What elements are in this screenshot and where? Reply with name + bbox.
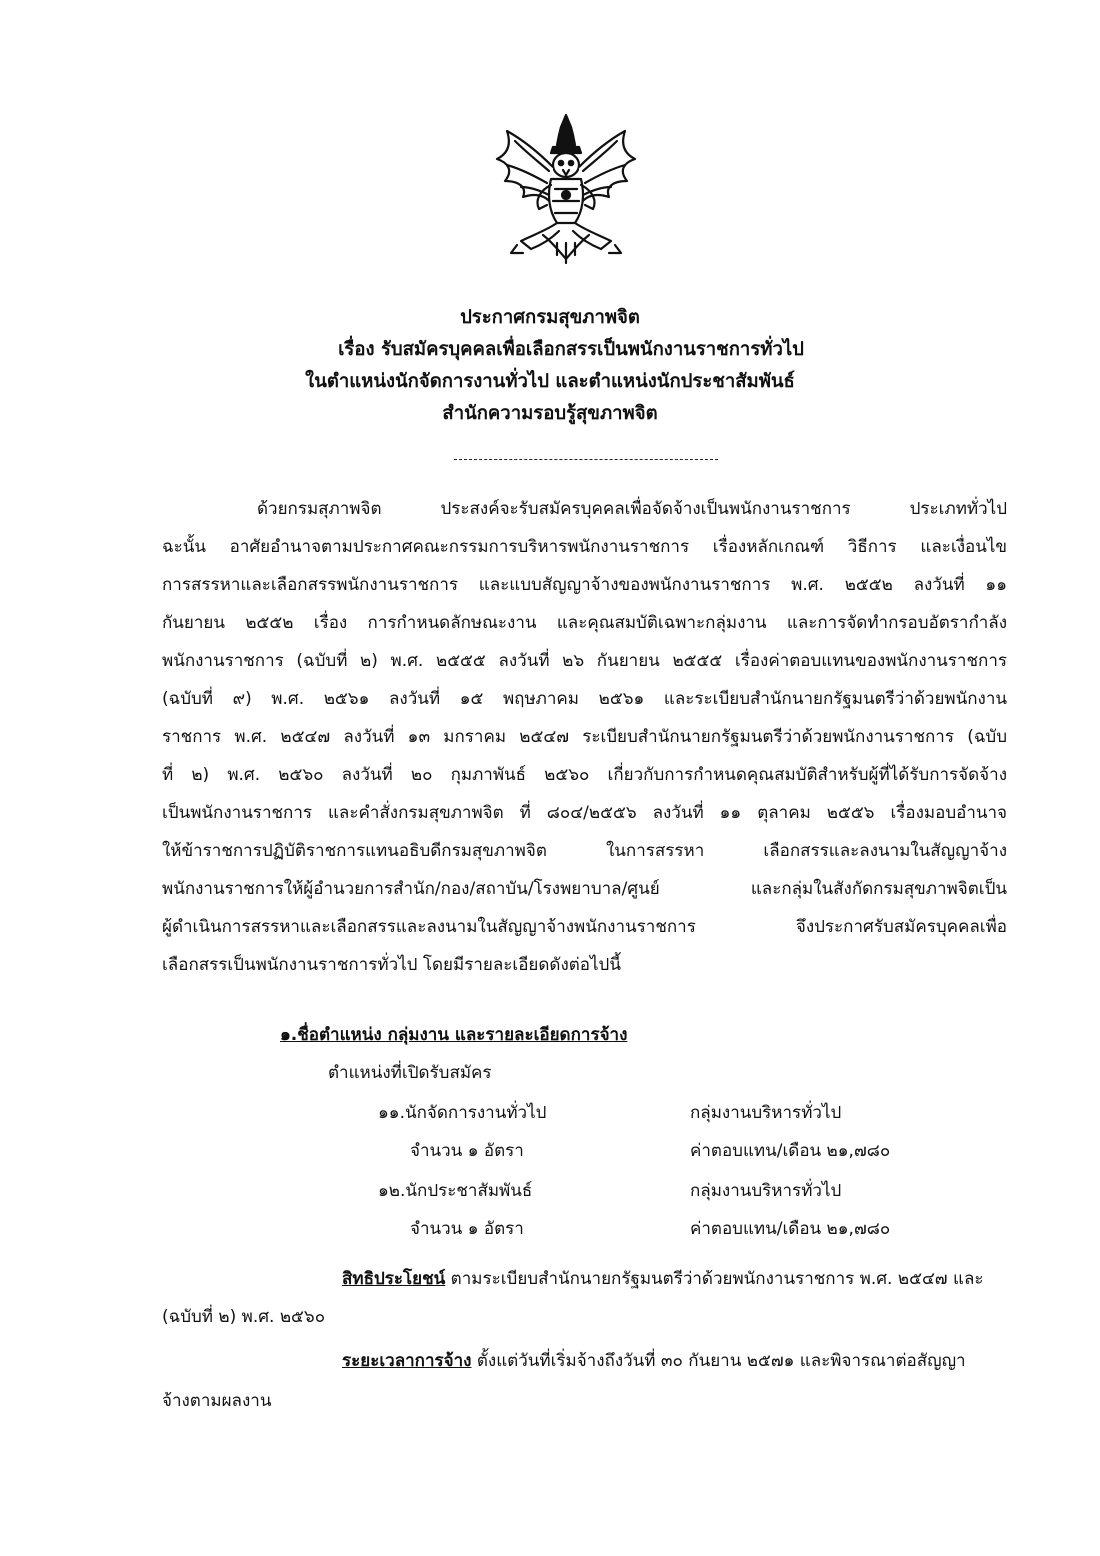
paragraph-line: ที่ ๒) พ.ศ. ๒๕๖๐ ลงวันที่ ๒๐ กุมภาพันธ์ ๒๕๖๐ เกี่ยวกับการกำหนดคุณสมบัติสำหรับผู้ที่ได้รับการจัดจ้าง xyxy=(162,765,1007,785)
duration-label: ระยะเวลาการจ้าง xyxy=(342,1351,472,1371)
paragraph-line: เป็นพนักงานราชการ และคำสั่งกรมสุขภาพจิต ที่ ๘๐๔/๒๕๕๖ ลงวันที่ ๑๑ ตุลาคม ๒๕๕๖ เรื่องมอบอำนาจ xyxy=(162,803,1007,823)
title-line: เรื่อง รับสมัครบุคคลเพื่อเลือกสรรเป็นพนักงานราชการทั่วไป xyxy=(338,339,804,360)
title-line: สำนักความรอบรู้สุขภาพจิต xyxy=(442,403,658,424)
paragraph-line: ฉะนั้น อาศัยอำนาจตามประกาศคณะกรรมการบริหารพนักงานราชการ เรื่องหลักเกณฑ์ วิธีการ และเงื่อนไข xyxy=(162,537,1007,557)
paragraph-line: พนักงานราชการ (ฉบับที่ ๒) พ.ศ. ๒๕๕๕ ลงวันที่ ๒๖ กันยายน ๒๕๕๕ เรื่องค่าตอบแทนของพนักงานราชการ xyxy=(162,651,1007,671)
paragraph-line: พนักงานราชการให้ผู้อำนวยการสำนัก/กอง/สถาบัน/โรงพยาบาล/ศูนย์ และกลุ่มในสังกัดกรมสุขภาพจิตเป็น xyxy=(162,879,1007,899)
section-heading: ๑.ชื่อตำแหน่ง กลุ่มงาน และรายละเอียดการจ้าง xyxy=(280,1025,628,1045)
title-line: ประกาศกรมสุขภาพจิต xyxy=(460,307,640,328)
paragraph-line: ให้ข้าราชการปฏิบัติราชการแทนอธิบดีกรมสุขภาพจิต ในการสรรหา เลือกสรรและลงนามในสัญญาจ้าง xyxy=(162,841,1007,861)
duration-text-cont: จ้างตามผลงาน xyxy=(162,1391,272,1411)
benefits-text-cont: (ฉบับที่ ๒) พ.ศ. ๒๕๖๐ xyxy=(162,1307,326,1327)
benefits-text: ตามระเบียบสำนักนายกรัฐมนตรีว่าด้วยพนักงานราชการ พ.ศ. ๒๕๔๗ และ xyxy=(445,1269,984,1289)
duration-line xyxy=(342,1350,966,1372)
benefits-line xyxy=(342,1268,984,1290)
position-pay: ค่าตอบแทน/เดือน ๒๑,๗๘๐ xyxy=(690,1141,891,1161)
position-name: ๑๒.นักประชาสัมพันธ์ xyxy=(378,1181,533,1201)
garuda-emblem-icon xyxy=(487,113,645,268)
position-group: กลุ่มงานบริหารทั่วไป xyxy=(690,1103,842,1123)
position-count: จำนวน ๑ อัตรา xyxy=(410,1141,524,1161)
paragraph-line: ด้วยกรมสุภาพจิต ประสงค์จะรับสมัครบุคคลเพื่อจัดจ้างเป็นพนักงานราชการ ประเภททั่วไป xyxy=(257,499,1007,519)
paragraph-line: (ฉบับที่ ๙) พ.ศ. ๒๕๖๑ ลงวันที่ ๑๕ พฤษภาคม ๒๕๖๑ และระเบียบสำนักนายกรัฐมนตรีว่าด้วยพนักงาน xyxy=(162,689,1007,709)
paragraph-line: ราชการ พ.ศ. ๒๕๔๗ ลงวันที่ ๑๓ มกราคม ๒๕๔๗ ระเบียบสำนักนายกรัฐมนตรีว่าด้วยพนักงานราชการ (ฉบับ xyxy=(162,727,1007,747)
section-subheading: ตำแหน่งที่เปิดรับสมัคร xyxy=(328,1063,492,1083)
title-line: ในตำแหน่งนักจัดการงานทั่วไป และตำแหน่งนักประชาสัมพันธ์ xyxy=(305,371,795,392)
paragraph-line: การสรรหาและเลือกสรรพนักงานราชการ และแบบสัญญาจ้างของพนักงานราชการ พ.ศ. ๒๕๕๒ ลงวันที่ ๑๑ xyxy=(162,575,1007,595)
benefits-label: สิทธิประโยชน์ xyxy=(342,1269,446,1289)
duration-text: ตั้งแต่วันที่เริ่มจ้างถึงวันที่ ๓๐ กันยาน ๒๕๗๑ และพิจารณาต่อสัญญา xyxy=(471,1351,966,1371)
position-count: จำนวน ๑ อัตรา xyxy=(410,1219,524,1239)
dashed-divider xyxy=(454,459,718,460)
position-group: กลุ่มงานบริหารทั่วไป xyxy=(690,1181,842,1201)
paragraph-line: ผู้ดำเนินการสรรหาและเลือกสรรและลงนามในสัญญาจ้างพนักงานราชการ จึงประกาศรับสมัครบุคคลเพื่อ xyxy=(162,917,1007,937)
announcement-title xyxy=(0,302,1100,430)
position-name: ๑๑.นักจัดการงานทั่วไป xyxy=(378,1103,547,1123)
paragraph-line: กันยายน ๒๕๕๒ เรื่อง การกำหนดลักษณะงาน และคุณสมบัติเฉพาะกลุ่มงาน และการจัดทำกรอบอัตรากำลัง xyxy=(162,613,1007,633)
paragraph-line: เลือกสรรเป็นพนักงานราชการทั่วไป โดยมีรายละเอียดดังต่อไปนี้ xyxy=(162,955,621,975)
position-pay: ค่าตอบแทน/เดือน ๒๑,๗๘๐ xyxy=(690,1219,891,1239)
